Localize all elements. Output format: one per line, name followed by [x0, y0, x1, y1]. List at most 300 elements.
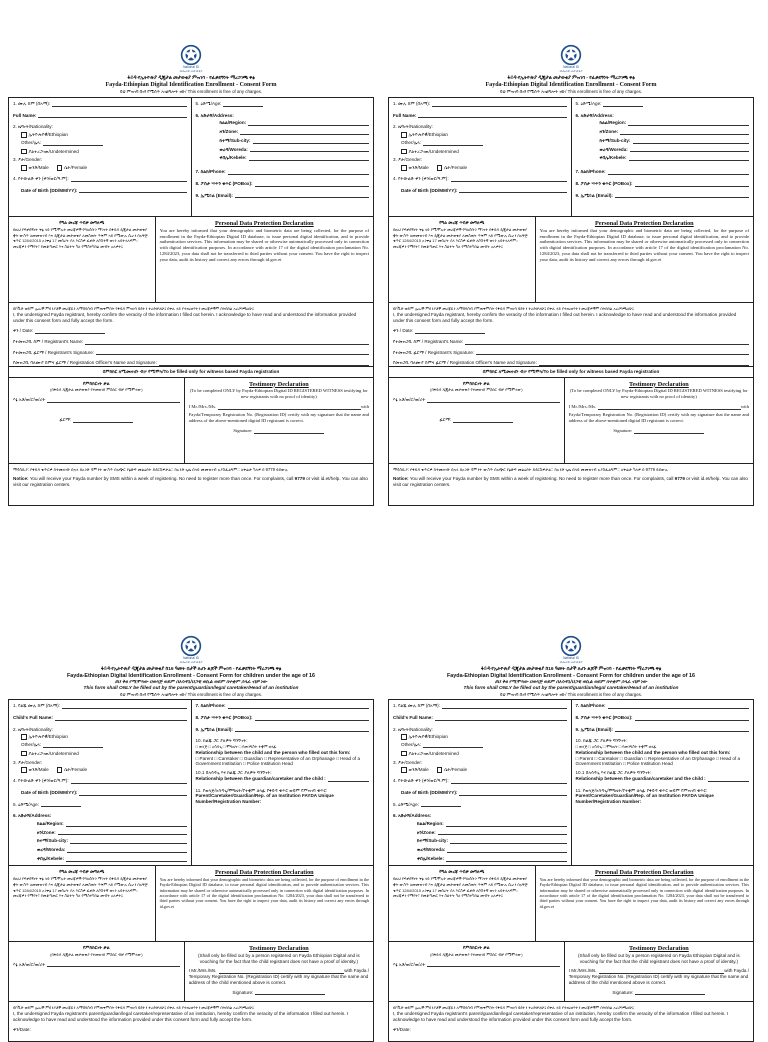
address-label: 6. አድራሻ/Address: — [13, 813, 52, 819]
testimony-title-amharic: የምስክርነት ቃል — [462, 945, 490, 951]
testimony-title-english: Testimony Declaration — [628, 380, 689, 388]
gender-label: 3. ፆታ/Gender: — [13, 759, 43, 765]
subcity-label: ከተማ/Sub-city: — [37, 838, 68, 844]
relationship-options-amharic[interactable]: □ ወላጅ □ አሳዳጊ □ ሞግዚት □ የመንግስት ተቋም ኃላፊ — [575, 744, 657, 750]
testimony-text-english: (To be completed ONLY by Fayda-Ethiopian Digital ID REGISTERED WITNESS testifying for new registrants with no proof of identity) — [189, 388, 368, 400]
guardian-fayda-number-label-english: Parent/Caretaker/Guardian/Rep. of an Institution FAYDA Unique Number/Registration Number: — [575, 793, 714, 805]
email-input[interactable] — [235, 727, 369, 732]
nationality-other-input[interactable] — [43, 743, 103, 748]
nationality-ethiopian-checkbox[interactable]: ኢትዮጵያዊ/Ethiopian — [21, 734, 187, 740]
privacy-text-amharic: በዚህ የፍቃደኝነት ቅፅ ላይ የሚሞሉት መረጃዎች የግለሰቡን ማንነት በፋይዳ ዲጂታል መታወቂያ ቋት ውስጥ ለመመዝገብ እና ዲጂታል መታወቂያ ለመስጠት ጥቅም ላይ የሚውሉ ሲሆን በአዋጅ ቁጥር 1284/2015 አንቀፅ 17 መሰረት ያለ እርስዎ ፈቃድ ለሶስተኛ ወገን አይተላለፍም:: መረጃዎን የማየት፣ የመቆጣጠር እና ስህተት ካለ የማስተካከል መብት አለዎት፤ — [13, 875, 148, 899]
child-fields-box — [388, 699, 754, 942]
witness-signature-label: Signature: — [613, 427, 633, 433]
registrant-fields-box — [388, 97, 754, 303]
witness-signature-amharic-input[interactable] — [73, 418, 133, 423]
region-input[interactable] — [248, 121, 369, 126]
witness-registration-text: Temporary Registration No. (Registration ID) certify with my signature that the name and address of the child mentioned above is correct. — [568, 974, 749, 985]
consent-text-english: I, the undersigned Fayda registrant, hereby confirm the veracity of the information I filled out herein. I acknowledge to have read and understood the information provided under this consent form and fully accept the form. — [13, 311, 357, 323]
age-input[interactable] — [223, 102, 263, 107]
child-name-amharic-label: 1. የልጁ ሙሉ ስም (በአማ): — [393, 703, 440, 709]
notice-text-english-2: or visit id.et/help. You can also visit our registration centers. — [393, 476, 748, 487]
witness-name-label: I Mr./Mrs./Ms. — [188, 968, 217, 974]
zone-input[interactable] — [240, 130, 369, 135]
witness-signature-label: Signature: — [612, 989, 634, 995]
guardian-relationship-label-english: Relationship between the guardian/caretaker and the child : — [195, 775, 326, 781]
privacy-text-english: You are hereby informed that your demographic and biometric data are being collected, for the purpose of enrollment in the Fayda-Ethiopian Digital ID database, to issue personal digital identification, and to provide authentication services. This information may be shared or otherwise automatically processed only in connection with digital identification purposes. In accordance with article 17 of the digital identification proclamation No. 1284/2023, your data shall not be transferred to third parties without your consent. You have the right to inspect your data, audit its history and correct any errors through id.gov.et — [539, 876, 749, 909]
age-input[interactable] — [41, 802, 81, 807]
logo-text: National ID — [563, 656, 579, 660]
witness-registration-text: Fayda/Temporary Registration No. (Registration ID) certify with my signature that the name and address of the above-mentioned digital ID registrant is correct. — [568, 412, 749, 423]
testimony-text-english: (Shall only be filled out by a person registered on Fayda Ethiopian Digital and is vouching for the fact that the child registrant does not have a proof of identity.) — [198, 952, 360, 964]
woreda-label: ወረዳ/Woreda: — [417, 847, 446, 853]
notice-section — [388, 464, 754, 506]
nationality-label: 2. ዜግነት/Nationality: — [13, 124, 53, 130]
child-form-title-amharic: ፋይዳ-የኢትዮጵያ ዲጂታል መታወቂያ ከ16 ዓመት በታች ለሆኑ ልጆች ምዝገባ - የፈቃደኝነት ማረጋገጫ ቅፅ — [480, 667, 662, 672]
child-form-title-english: Fayda-Ethiopian Digital Identification Enrollment - Consent Form for children under the age of 16 — [447, 672, 695, 679]
zone-label: ዞን/Zone: — [417, 829, 436, 835]
phone-input[interactable] — [228, 704, 369, 709]
privacy-text-english: You are hereby informed that your demographic and biometric data are being collected, for the purpose of enrollment in the Fayda-Ethiopian Digital ID database, to issue personal digital identification, and to provide authentication services. This information may be shared or otherwise automatically processed only in connection with digital identification purposes. In accordance with article 17 of the digital identification proclamation No. 1284/2023, your data shall not be transferred to third parties without your consent. You have the right to inspect your data, audit its history and correct any errors through id.gov.et — [539, 227, 749, 263]
witness-name-label: I Mr./Mrs./Ms. — [568, 404, 597, 410]
privacy-title-amharic: የግል መረጃ ጥበቃ መግለጫ — [59, 219, 105, 225]
kebele-input[interactable] — [66, 857, 187, 862]
witness-section-heading: በምስክር ለሚመዘገቡ ብቻ የሚሞላ/To be filled only for witness based Fayda registration — [388, 367, 754, 378]
child-name-amharic-label: 1. የልጁ ሙሉ ስም (በአማ): — [13, 703, 60, 709]
consent-text-english: I, the undersigned Fayda registrant's parent/guardian/legal caretaker/representative of an institution, hereby confirm the veracity of the information I filled out herein. I acknowledge to have read and understood the information provided under this consent form and fully accept the form. — [393, 1011, 729, 1022]
subcity-input[interactable] — [633, 139, 750, 144]
child-consent-form-right — [388, 635, 754, 1042]
adult-consent-form-right — [388, 44, 754, 506]
national-id-logo — [388, 635, 754, 665]
child-form-subtitle-english: This form shall ONLY be filled out by the parent/guardian/legal caretaker/Head of an institution — [463, 685, 679, 691]
child-full-name-input[interactable] — [435, 716, 567, 721]
nationality-ethiopian-checkbox[interactable]: ኢትዮጵያዊ/Ethiopian — [401, 734, 567, 740]
nationality-undetermined-checkbox[interactable]: ያልተረጋገጠ/Undetermined — [21, 751, 187, 757]
witness-signature-amharic-input[interactable] — [453, 418, 513, 423]
privacy-text-amharic: በዚህ የፍቃደኝነት ቅፅ ላይ የሚሞሉት መረጃዎች የግለሰቡን ማንነት በፋይዳ ዲጂታል መታወቂያ ቋት ውስጥ ለመመዝገብ እና ዲጂታል መታወቂያ ለመስጠት ጥቅም ላይ የሚውሉ ሲሆን በአዋጅ ቁጥር 1284/2015 አንቀፅ 17 መሰረት ያለ እርስዎ ፈቃድ ለሶስተኛ ወገን አይተላለፍም:: መረጃዎን የማየት፣ የመቆጣጠር እና ስህተት ካለ የማስተካከል መብት አለዎት፤ — [393, 875, 528, 899]
notice-text-english-2: or visit id.et/help. You can also visit our registration centers. — [13, 476, 368, 487]
nationality-label: 2. ዜግነት/Nationality: — [13, 726, 53, 732]
registrant-signature-input[interactable] — [96, 350, 369, 355]
registrant-signature-label: የተመዝጋቢ ፊርማ / Registrant's Signature: — [393, 349, 475, 355]
region-label: ክልል/Region: — [37, 821, 64, 827]
notice-text-amharic: ማሳሰቢያ: የፋይዳ ቁጥርዎ ከተመዘገቡ በኋላ በአንድ ሳምንት ውስጥ በአጭር የፅሁፍ መልዕክት ይደርስዎታል:: ከአንድ ጊዜ በላይ መመዝገብ አያስፈልግም:: ለቅሬታ ካለዎ በ 9779 ይደውሉ — [13, 466, 288, 472]
logo-text: National ID — [183, 65, 199, 69]
testimony-text-amharic: (በፋይዳ ዲጂታል መታወቂያ የተመዘገበ ምስክር ብቻ የሚሞላው) — [50, 387, 143, 393]
date-label: ቀን / Date: — [393, 328, 414, 334]
form-title-amharic: ፋይዳ-የኢትዮጵያ ዲጂታል መታወቂያ ምዝገባ - የፈቃደኝነት ማረጋገጫ ቅፅ — [127, 76, 255, 81]
testimony-title-amharic: የምስክርነት ቃል — [82, 945, 110, 951]
subcity-input[interactable] — [70, 839, 187, 844]
witness-name-amharic-label: እኔ አቶ/ወ/ሮ/ወ/ሪት — [13, 397, 46, 403]
national-id-logo — [8, 44, 374, 74]
privacy-declaration-section — [9, 865, 373, 941]
nationality-undetermined-checkbox[interactable]: ያልተረጋገጠ/Undetermined — [21, 149, 187, 155]
witness-name-amharic-input[interactable] — [47, 398, 179, 403]
notice-text-english: You will receive your Fayda number by SMS within a week of registering. No need to register more than once. For complaints, call — [29, 476, 294, 482]
phone-input[interactable] — [608, 170, 749, 175]
relationship-label-amharic: 10. ከልጁ ጋር ያለዎት ግንኙነት: — [575, 738, 628, 744]
privacy-text-english: You are hereby informed that your demographic and biometric data are being collected, for the purpose of enrollment in the Fayda-Ethiopian Digital ID database, to issue personal digital identification, and to provide authentication services. This information may be shared or otherwise automatically processed only in connection with digital identification purposes. In accordance with article 17 of the digital identification proclamation No. 1284/2023, your data shall not be transferred to third parties without your consent. You have the right to inspect your data, audit its history and correct any errors through id.gov.et — [159, 876, 369, 909]
dob-english-input[interactable] — [459, 188, 566, 193]
officer-label: የመዝጋቢ ባለሙያ ስምና ፊርማ / Registration Officer's Name and Signature: — [393, 360, 537, 366]
nationality-other-input[interactable] — [423, 141, 483, 146]
free-notice: ይህ ምዝገባ በነፃ የሚሰጥ አገልግሎት ነው/ This enrollment is free of any charges. — [499, 89, 643, 95]
date-input[interactable] — [35, 329, 105, 334]
witness-signature-input[interactable] — [255, 990, 325, 995]
gender-female-checkbox[interactable]: ሴት/Female — [437, 767, 467, 773]
nationality-label: 2. ዜግነት/Nationality: — [393, 124, 433, 130]
dob-amharic-input[interactable] — [451, 177, 567, 182]
region-input[interactable] — [628, 121, 749, 126]
relationship-options-amharic[interactable]: □ ወላጅ □ አሳዳጊ □ ሞግዚት □ የመንግስት ተቋም ኃላፊ — [195, 744, 277, 750]
guardian-relationship-label-english: Relationship between the guardian/caretaker and the child : — [575, 775, 706, 781]
nationality-other-label: Other/ሌላ: — [21, 742, 42, 748]
witness-section — [388, 942, 754, 1002]
witness-section-heading: በምስክር ለሚመዘገቡ ብቻ የሚሞላ/To be filled only for witness based Fayda registration — [8, 367, 374, 378]
phone-input[interactable] — [228, 170, 369, 175]
full-name-label: Full Name: — [13, 112, 37, 118]
phone-label: 7. ስልክ/Phone: — [195, 703, 226, 709]
age-label: 5. ዕድሜ/Age: — [393, 801, 419, 807]
kebele-input[interactable] — [629, 156, 750, 161]
nationality-other-input[interactable] — [43, 141, 103, 146]
free-notice: ይህ ምዝገባ በነፃ የሚሰጥ አገልግሎት ነው/ This enrollment is free of any charges. — [119, 691, 263, 697]
gender-label: 3. ፆታ/Gender: — [393, 157, 423, 163]
woreda-input[interactable] — [67, 848, 186, 853]
name-amharic-label: 1. ሙሉ ስም (በአማ): — [393, 100, 431, 106]
form-title-english: Fayda-Ethiopian Digital Identification Enrollment - Consent Form — [105, 81, 277, 88]
phone-label: 7. ስልክ/Phone: — [195, 169, 226, 175]
testimony-text-amharic: (በፋይዳ ዲጂታል መታወቂያ የተመዘገበ ምስክር ብቻ የሚሞላው) — [50, 951, 143, 957]
dob-english-label: Date of Birth (DD/MM/YY): — [21, 789, 78, 795]
relationship-label-english: Relationship between the child and the person who filled out this form: — [195, 749, 351, 755]
witness-signature-label: Signature: — [232, 989, 254, 995]
woreda-input[interactable] — [630, 147, 749, 152]
kebele-label: ቀበሌ/Kebele: — [219, 155, 247, 161]
consent-text-amharic: በኮቪድ ወይም ሌሎች ምክንያቶች መረጃዬን ለማሰባሰብ የምጠቀምበት የፋይዳ ምዝገባ ሂደትን ተረድቻለሁ፤ በቅፁ ላይ የተዘረዘሩትን መረጃዎችም በትክክል አረጋግጫለሁ፤ — [393, 1005, 634, 1011]
pobox-input[interactable] — [635, 182, 749, 187]
email-input[interactable] — [235, 193, 369, 198]
child-form-subtitle-amharic: ይህ ቅፅ የሚሞላው በወላጅ ወይም በአሳዳጊ/ህጋዊ ወኪል ወይም በተቋም ኃላፊ ብቻ ነው — [494, 679, 648, 685]
gender-male-checkbox[interactable]: ወንድ/Male — [401, 767, 429, 773]
notice-text-amharic: ማሳሰቢያ: የፋይዳ ቁጥርዎ ከተመዘገቡ በኋላ በአንድ ሳምንት ውስጥ በአጭር የፅሁፍ መልዕክት ይደርስዎታል:: ከአንድ ጊዜ በላይ መመዝገብ አያስፈልግም:: ለቅሬታ ካለዎ በ 9779 ይደውሉ — [393, 466, 668, 472]
woreda-label: ወረዳ/Woreda: — [37, 847, 66, 853]
name-amharic-label: 1. ሙሉ ስም (በአማ): — [13, 100, 51, 106]
zone-input[interactable] — [58, 830, 187, 835]
date-input[interactable] — [415, 329, 485, 334]
phone-label: 7. ስልክ/Phone: — [575, 169, 606, 175]
child-full-name-label: Child's Full Name: — [13, 714, 53, 720]
dob-amharic-label: 4. የትውልድ ቀን (ቀን/ወር/ዓ.ም): — [13, 778, 69, 784]
gender-female-checkbox[interactable]: ሴት/Female — [57, 767, 87, 773]
child-form-title-amharic: ፋይዳ-የኢትዮጵያ ዲጂታል መታወቂያ ከ16 ዓመት በታች ለሆኑ ልጆች ምዝገባ - የፈቃደኝነት ማረጋገጫ ቅፅ — [100, 667, 282, 672]
witness-registration-text: Fayda/Temporary Registration No. (Registration ID) certify with my signature that the name and address of the above-mentioned digital ID registrant is correct. — [188, 412, 369, 423]
witness-signature-amharic-label: ፊርማ: — [59, 416, 72, 422]
national-id-emblem-icon — [560, 635, 582, 657]
witness-with-label: with — [360, 404, 369, 410]
gender-male-checkbox[interactable]: ወንድ/Male — [21, 767, 49, 773]
guardian-fayda-number-label-amharic: 11. የወላጅ/አሳዳጊ/ሞግዚት/የተቋም ኃላፊ የፋይዳ ቁጥር ወይም የምዝገባ ቁጥር: — [195, 787, 328, 793]
email-input[interactable] — [615, 193, 749, 198]
nationality-other-input[interactable] — [423, 743, 483, 748]
region-input[interactable] — [446, 822, 567, 827]
pobox-input[interactable] — [635, 716, 749, 721]
kebele-label: ቀበሌ/Kebele: — [599, 155, 627, 161]
dob-english-label: Date of Birth (DD/MM/YY): — [21, 187, 78, 193]
witness-signature-input[interactable] — [635, 990, 705, 995]
dob-amharic-input[interactable] — [451, 779, 567, 784]
privacy-title-english: Personal Data Protection Declaration — [594, 219, 694, 227]
hotline-number: 9779 — [674, 476, 685, 482]
form-title-amharic: ፋይዳ-የኢትዮጵያ ዲጂታል መታወቂያ ምዝገባ - የፈቃደኝነት ማረጋገጫ ቅፅ — [507, 76, 635, 81]
zone-label: ዞን/Zone: — [599, 129, 619, 135]
witness-name-input[interactable] — [218, 405, 361, 410]
nationality-ethiopian-checkbox[interactable]: ኢትዮጵያዊ/Ethiopian — [401, 132, 567, 138]
guardian-fayda-number-label-amharic: 11. የወላጅ/አሳዳጊ/ሞግዚት/የተቋም ኃላፊ የፋይዳ ቁጥር ወይም የምዝገባ ቁጥር: — [575, 787, 708, 793]
age-input[interactable] — [421, 802, 461, 807]
testimony-text-amharic: (በፋይዳ ዲጂታል መታወቂያ የተመዘገበ ምስክር ብቻ የሚሞላው) — [430, 387, 523, 393]
notice-section — [8, 464, 374, 506]
relationship-options-english[interactable]: □ Parent □ Caretaker □ Guardian □ Representative of an Orphanage □ Head of a Government Institution □ Police Institution Head — [195, 755, 361, 767]
witness-with-label: with Fayda / — [724, 968, 749, 974]
child-form-subtitle-amharic: ይህ ቅፅ የሚሞላው በወላጅ ወይም በአሳዳጊ/ህጋዊ ወኪል ወይም በተቋም ኃላፊ ብቻ ነው — [114, 679, 268, 685]
notice-label: Notice: — [13, 476, 29, 482]
nationality-ethiopian-checkbox[interactable]: ኢትዮጵያዊ/Ethiopian — [21, 132, 187, 138]
email-label: 9. ኢሜይል (Email): — [575, 726, 613, 732]
consent-section — [388, 303, 754, 367]
consent-text-amharic: በኮቪድ ወይም ሌሎች ምክንያቶች መረጃዬን ለማሰባሰብ የምጠቀምበት የፋይዳ ምዝገባ ሂደትን ተረድቻለሁ፤ በቅፁ ላይ የተዘረዘሩትን መረጃዎችም በትክክል አረጋግጫለሁ፤ — [13, 305, 254, 311]
name-amharic-input[interactable] — [432, 102, 566, 107]
child-name-amharic-input[interactable] — [442, 704, 567, 709]
gender-male-checkbox[interactable]: ወንድ/Male — [21, 165, 49, 171]
witness-signature-label: Signature: — [233, 427, 253, 433]
consent-text-amharic: በኮቪድ ወይም ሌሎች ምክንያቶች መረጃዬን ለማሰባሰብ የምጠቀምበት የፋይዳ ምዝገባ ሂደትን ተረድቻለሁ፤ በቅፁ ላይ የተዘረዘሩትን መረጃዎችም በትክክል አረጋግጫለሁ፤ — [13, 1005, 254, 1011]
testimony-title-english: Testimony Declaration — [628, 945, 689, 953]
guardian-relationship-label-amharic: 10.1 በአሳዳጊ እና ከልጁ ጋር ያለዎት ግንኙነት: — [195, 770, 272, 776]
dob-amharic-input[interactable] — [71, 177, 187, 182]
privacy-title-amharic: የግል መረጃ ጥበቃ መግለጫ — [439, 869, 485, 875]
privacy-declaration-section — [389, 216, 753, 302]
registrant-fields-box — [8, 97, 374, 303]
zone-label: ዞን/Zone: — [37, 829, 56, 835]
logo-text: National ID — [183, 656, 199, 660]
dob-english-label: Date of Birth (DD/MM/YY): — [401, 789, 458, 795]
consent-text-english: I, the undersigned Fayda registrant's parent/guardian/legal caretaker/representative of an institution, hereby confirm the veracity of the information I filled out herein. I acknowledge to have read and understood the information provided under this consent form and fully accept the form. — [13, 1011, 349, 1022]
witness-name-amharic-input[interactable] — [427, 398, 559, 403]
email-input[interactable] — [615, 727, 749, 732]
officer-label: የመዝጋቢ ባለሙያ ስምና ፊርማ / Registration Officer's Name and Signature: — [13, 360, 157, 366]
adult-consent-form-left — [8, 44, 374, 506]
testimony-title-english: Testimony Declaration — [248, 380, 309, 388]
guardian-relationship-input[interactable] — [328, 777, 369, 782]
witness-name-amharic-label: እኔ አቶ/ወ/ሮ/ወ/ሪት — [393, 961, 426, 967]
notice-text-english: You will receive your Fayda number by SMS within a week of registering. No need to register more than once. For complaints, call — [409, 476, 674, 482]
registrant-name-input[interactable] — [85, 340, 369, 345]
privacy-title-amharic: የግል መረጃ ጥበቃ መግለጫ — [439, 219, 485, 225]
woreda-label: ወረዳ/Woreda: — [219, 146, 248, 152]
national-id-emblem-icon — [180, 44, 202, 66]
logo-subtext: ብሔራዊ መታወቂያ — [559, 68, 583, 73]
child-name-amharic-input[interactable] — [62, 704, 187, 709]
gender-male-checkbox[interactable]: ወንድ/Male — [401, 165, 429, 171]
notice-label: Notice: — [393, 476, 409, 482]
pobox-label: 8. ፖስታ ሣጥን ቁጥር (POBox): — [575, 180, 633, 186]
consent-section — [8, 1002, 374, 1042]
testimony-title-amharic: የምስክርነት ቃል — [82, 380, 110, 386]
kebele-input[interactable] — [446, 857, 567, 862]
full-name-input[interactable] — [418, 113, 566, 118]
witness-name-amharic-label: እኔ አቶ/ወ/ሮ/ወ/ሪት — [393, 397, 426, 403]
testimony-title-english: Testimony Declaration — [248, 945, 309, 953]
kebele-input[interactable] — [249, 156, 370, 161]
phone-input[interactable] — [608, 704, 749, 709]
pobox-input[interactable] — [255, 716, 369, 721]
relationship-label-english: Relationship between the child and the person who filled out this form: — [575, 749, 731, 755]
witness-signature-amharic-label: ፊርማ: — [439, 416, 452, 422]
national-id-logo — [8, 635, 374, 665]
witness-name-input[interactable] — [598, 405, 741, 410]
privacy-title-english: Personal Data Protection Declaration — [214, 869, 314, 877]
privacy-title-english: Personal Data Protection Declaration — [594, 869, 694, 877]
child-form-subtitle-english: This form shall ONLY be filled out by the parent/guardian/legal caretaker/Head of an institution — [83, 685, 299, 691]
zone-label: ዞን/Zone: — [219, 129, 239, 135]
relationship-options-english[interactable]: □ Parent □ Caretaker □ Guardian □ Representative of an Orphanage □ Head of a Government Institution □ Police Institution Head — [575, 755, 741, 767]
region-label: ክልል/Region: — [599, 120, 627, 126]
nationality-other-label: Other/ሌላ: — [21, 139, 42, 145]
zone-input[interactable] — [438, 830, 567, 835]
hotline-number: 9779 — [294, 476, 305, 482]
registrant-signature-input[interactable] — [476, 350, 749, 355]
email-label: 9. ኢሜይል (Email): — [575, 192, 613, 198]
guardian-relationship-label-amharic: 10.1 በአሳዳጊ እና ከልጁ ጋር ያለዎት ግንኙነት: — [575, 770, 652, 776]
age-label: 5. ዕድሜ/Age: — [13, 801, 39, 807]
date-label: ቀን/Date: — [13, 1027, 31, 1033]
age-label: 5. ዕድሜ/Age: — [575, 100, 602, 106]
dob-english-input[interactable] — [459, 791, 566, 796]
child-consent-form-left — [8, 635, 374, 1042]
address-label: 6. አድራሻ/Address: — [195, 112, 234, 118]
kebele-label: ቀበሌ/Kebele: — [417, 855, 444, 861]
gender-female-checkbox[interactable]: ሴት/Female — [437, 165, 467, 171]
privacy-text-english: You are hereby informed that your demographic and biometric data are being collected, for the purpose of enrollment in the Fayda-Ethiopian Digital ID database, to issue personal digital identification, and to provide authentication services. This information may be shared or otherwise automatically processed only in connection with digital identification purposes. In accordance with article 17 of the digital identification proclamation No. 1284/2023, your data shall not be transferred to third parties without your consent. You have the right to inspect your data, audit its history and correct any errors through id.gov.et — [159, 227, 369, 263]
nationality-undetermined-checkbox[interactable]: ያልተረጋገጠ/Undetermined — [401, 149, 567, 155]
witness-section — [8, 378, 374, 464]
child-full-name-label: Child's Full Name: — [393, 714, 433, 720]
witness-section — [8, 942, 374, 1002]
relationship-label-amharic: 10. ከልጁ ጋር ያለዎት ግንኙነት: — [195, 738, 248, 744]
registrant-name-label: የተመዝጋቢ ስም / Registrant's Name: — [13, 338, 84, 344]
privacy-text-amharic: በዚህ የፍቃደኝነት ቅፅ ላይ የሚሞሉት መረጃዎች የግለሰቡን ማንነት በፋይዳ ዲጂታል መታወቂያ ቋት ውስጥ ለመመዝገብ እና ዲጂታል መታወቂያ ለመስጠት ጥቅም ላይ የሚውሉ ሲሆን በአዋጅ ቁጥር 1284/2015 አንቀፅ 17 መሰረት ያለ እርስዎ ፈቃድ ለሶስተኛ ወገን አይተላለፍም:: መረጃዎን የማየት፣ የመቆጣጠር እና ስህተት ካለ የማስተካከል መብት አለዎት፤ — [13, 226, 148, 250]
consent-section — [8, 303, 374, 367]
registrant-name-label: የተመዝጋቢ ስም / Registrant's Name: — [393, 338, 464, 344]
dob-amharic-label: 4. የትውልድ ቀን (ቀን/ወር/ዓ.ም): — [393, 175, 449, 181]
region-input[interactable] — [66, 822, 187, 827]
gender-label: 3. ፆታ/Gender: — [13, 157, 43, 163]
subcity-input[interactable] — [253, 139, 370, 144]
witness-signature-input[interactable] — [634, 429, 704, 434]
witness-name-amharic-input[interactable] — [47, 962, 179, 967]
subcity-label: ከተማ/Sub-city: — [219, 137, 251, 143]
pobox-label: 8. ፖስታ ሣጥን ቁጥር (POBox): — [195, 180, 253, 186]
zone-input[interactable] — [620, 130, 749, 135]
nationality-other-label: Other/ሌላ: — [401, 139, 422, 145]
dob-amharic-label: 4. የትውልድ ቀን (ቀን/ወር/ዓ.ም): — [13, 175, 69, 181]
nationality-label: 2. ዜግነት/Nationality: — [393, 726, 433, 732]
logo-subtext: ብሔራዊ መታወቂያ — [179, 659, 203, 664]
consent-text-amharic: በኮቪድ ወይም ሌሎች ምክንያቶች መረጃዬን ለማሰባሰብ የምጠቀምበት የፋይዳ ምዝገባ ሂደትን ተረድቻለሁ፤ በቅፁ ላይ የተዘረዘሩትን መረጃዎችም በትክክል አረጋግጫለሁ፤ — [393, 305, 634, 311]
pobox-input[interactable] — [255, 182, 369, 187]
witness-with-label: with — [740, 404, 749, 410]
national-id-emblem-icon — [560, 44, 582, 66]
privacy-title-english: Personal Data Protection Declaration — [214, 219, 314, 227]
email-label: 9. ኢሜይል (Email): — [195, 726, 233, 732]
region-label: ክልል/Region: — [417, 821, 444, 827]
phone-label: 7. ስልክ/Phone: — [575, 703, 606, 709]
registrant-signature-label: የተመዝጋቢ ፊርማ / Registrant's Signature: — [13, 349, 95, 355]
national-id-emblem-icon — [180, 635, 202, 657]
privacy-title-amharic: የግል መረጃ ጥበቃ መግለጫ — [59, 869, 105, 875]
privacy-declaration-section — [389, 865, 753, 941]
child-full-name-input[interactable] — [55, 716, 187, 721]
email-label: 9. ኢሜይል (Email): — [195, 192, 233, 198]
dob-english-input[interactable] — [79, 188, 186, 193]
region-label: ክልል/Region: — [219, 120, 247, 126]
witness-name-label: I Mr./Mrs./Ms. — [188, 404, 217, 410]
witness-signature-input[interactable] — [254, 429, 324, 434]
officer-input[interactable] — [539, 361, 749, 366]
privacy-text-amharic: በዚህ የፍቃደኝነት ቅፅ ላይ የሚሞሉት መረጃዎች የግለሰቡን ማንነት በፋይዳ ዲጂታል መታወቂያ ቋት ውስጥ ለመመዝገብ እና ዲጂታል መታወቂያ ለመስጠት ጥቅም ላይ የሚውሉ ሲሆን በአዋጅ ቁጥር 1284/2015 አንቀፅ 17 መሰረት ያለ እርስዎ ፈቃድ ለሶስተኛ ወገን አይተላለፍም:: መረጃዎን የማየት፣ የመቆጣጠር እና ስህተት ካለ የማስተካከል መብት አለዎት፤ — [393, 226, 528, 250]
registrant-name-input[interactable] — [465, 340, 749, 345]
gender-label: 3. ፆታ/Gender: — [393, 759, 423, 765]
address-label: 6. አድራሻ/Address: — [575, 112, 614, 118]
woreda-input[interactable] — [250, 147, 369, 152]
subcity-input[interactable] — [450, 839, 567, 844]
witness-section — [388, 378, 754, 464]
logo-subtext: ብሔራዊ መታወቂያ — [179, 68, 203, 73]
privacy-declaration-section — [9, 216, 373, 302]
subcity-label: ከተማ/Sub-city: — [599, 137, 631, 143]
nationality-other-label: Other/ሌላ: — [401, 742, 422, 748]
age-label: 5. ዕድሜ/Age: — [195, 100, 222, 106]
nationality-undetermined-checkbox[interactable]: ያልተረጋገጠ/Undetermined — [401, 751, 567, 757]
gender-female-checkbox[interactable]: ሴት/Female — [57, 165, 87, 171]
pobox-label: 8. ፖስታ ሣጥን ቁጥር (POBox): — [195, 714, 253, 720]
free-notice: ይህ ምዝገባ በነፃ የሚሰጥ አገልግሎት ነው/ This enrollment is free of any charges. — [499, 691, 643, 697]
free-notice: ይህ ምዝገባ በነፃ የሚሰጥ አገልግሎት ነው/ This enrollment is free of any charges. — [119, 89, 263, 95]
date-label: ቀን/Date: — [393, 1027, 411, 1033]
full-name-input[interactable] — [38, 113, 186, 118]
consent-section — [388, 1002, 754, 1042]
form-title-english: Fayda-Ethiopian Digital Identification Enrollment - Consent Form — [485, 81, 657, 88]
officer-input[interactable] — [159, 361, 369, 366]
date-label: ቀን / Date: — [13, 328, 34, 334]
pobox-label: 8. ፖስታ ሣጥን ቁጥር (POBox): — [575, 714, 633, 720]
dob-english-input[interactable] — [79, 791, 186, 796]
guardian-relationship-input[interactable] — [708, 777, 749, 782]
kebele-label: ቀበሌ/Kebele: — [37, 855, 64, 861]
child-form-title-english: Fayda-Ethiopian Digital Identification Enrollment - Consent Form for children under the age of 16 — [67, 672, 315, 679]
testimony-title-amharic: የምስክርነት ቃል — [462, 380, 490, 386]
witness-name-amharic-input[interactable] — [427, 962, 559, 967]
full-name-label: Full Name: — [393, 112, 417, 118]
woreda-input[interactable] — [447, 848, 566, 853]
age-input[interactable] — [603, 102, 643, 107]
dob-amharic-input[interactable] — [71, 779, 187, 784]
name-amharic-input[interactable] — [52, 102, 186, 107]
logo-text: National ID — [563, 65, 579, 69]
guardian-fayda-number-label-english: Parent/Caretaker/Guardian/Rep. of an Institution FAYDA Unique Number/Registration Number: — [195, 793, 334, 805]
